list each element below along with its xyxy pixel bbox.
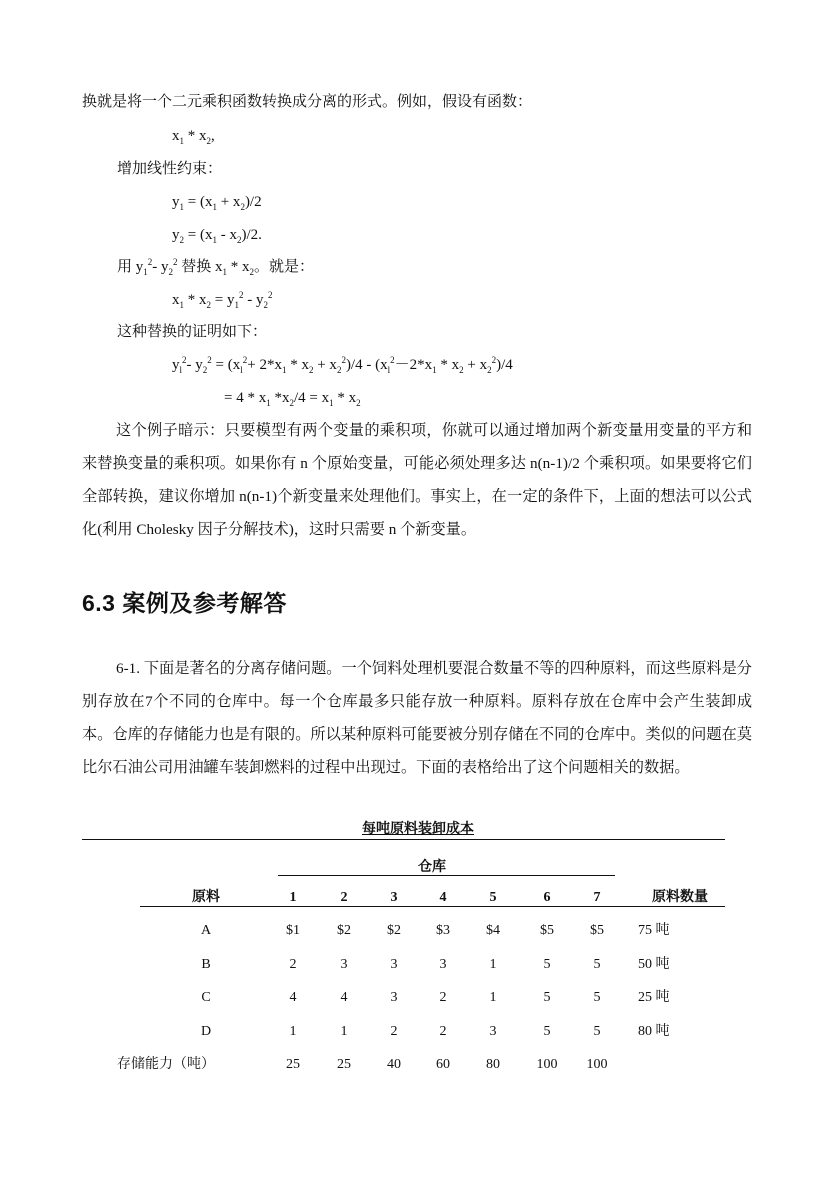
y1-definition: $y_1 = (x_1 + x_2)/2$	[172, 194, 262, 212]
proof-line-2: = $4 * x_1$ $*x_2/4 = x_1 * x_2$	[224, 390, 361, 408]
table-cell: 5	[543, 990, 551, 1005]
col-header-warehouse: 6	[543, 890, 551, 905]
paragraph-2: 6-1. 下面是著名的分离存储问题。一个饲料处理机要混合数量不等的四种原料，而这些原料是分别存放在7个不同的仓库中。每一个仓库最多只能存放一种原料。原料存放在仓库中会产生装卸成本。仓库的存储能力也是有限的。所以某种原料可能要被分别存储在不同的仓库中。类似的问题在莫比尔石油公司用油罐车装卸燃料的过程中出现过。下面的表格给出了这个问题相关的数据。	[82, 660, 752, 776]
col-header-warehouse: 2	[340, 890, 348, 905]
table-title: 每吨原料装卸成本	[362, 820, 474, 836]
table-cell: 1	[489, 956, 497, 972]
col-header-warehouse: 7	[593, 890, 601, 905]
table-cell: 5	[593, 1023, 601, 1039]
capacity-cell: 80	[486, 1057, 500, 1072]
table-cell: 1	[289, 1023, 297, 1039]
table-cell: $4	[486, 923, 500, 938]
capacity-cell: 25	[337, 1057, 351, 1072]
row-quantity: 75 吨	[638, 923, 670, 938]
table-cell: 3	[340, 956, 348, 972]
table-cell: 5	[593, 990, 601, 1005]
table-cell: $2	[387, 923, 401, 938]
paragraph-1: 这个例子暗示：只要模型有两个变量的乘积项，你就可以通过增加两个新变量用变量的平方和来替换变量的乘积项。如果你有 n 个原始变量，可能必须处理多达 n(n-1)/2 个乘积项。如果要将它们全部转换，建议你增加 n(n-1)个新变量来处理他们。事实上，在一定的条件下，上面的想法可以公式化(利用 Cholesky 因子分解技术)，这时只需要 n 个新变量。	[82, 422, 752, 538]
row-quantity: 50 吨	[638, 956, 670, 972]
header-rule	[140, 906, 725, 907]
table-top-rule	[82, 839, 725, 840]
table-cell: 5	[543, 956, 551, 972]
capacity-cell: 25	[286, 1057, 300, 1072]
capacity-label: 存储能力（吨）	[117, 1057, 215, 1072]
col-header-warehouse: 4	[439, 890, 447, 905]
identity-equation: $x_1 * x_2 = y_1^2 - y_2^2$	[172, 290, 273, 310]
col-header-material: 原料	[192, 890, 220, 905]
section-heading: 6.3 案例及参考解答	[82, 590, 287, 616]
col-header-quantity: 原料数量	[652, 890, 708, 905]
intro-line: 换就是将一个二元乘积函数转换成分离的形式。例如，假设有函数：	[82, 94, 533, 110]
table-cell: 5	[543, 1023, 551, 1039]
capacity-cell: 100	[536, 1057, 558, 1072]
table-cell: $3	[436, 923, 450, 938]
warehouse-header: 仓库	[418, 858, 446, 874]
table-cell: 2	[439, 1023, 447, 1039]
table-cell: 2	[439, 990, 447, 1005]
col-header-warehouse: 1	[289, 890, 297, 905]
row-material: B	[201, 956, 211, 972]
row-material: D	[200, 1023, 212, 1039]
table-cell: 4	[340, 990, 348, 1005]
table-cell: $5	[540, 923, 554, 938]
table-cell: 1	[340, 1023, 348, 1039]
y2-definition: $y_2 = (x_1 - x_2)/2$.	[172, 227, 262, 245]
warehouse-rule	[278, 875, 615, 876]
product-expression: $x_1 * x_2$,	[172, 128, 215, 146]
table-cell: 3	[489, 1023, 497, 1039]
table-cell: 1	[489, 990, 497, 1005]
table-cell: 2	[289, 956, 297, 972]
row-material: A	[200, 923, 212, 938]
capacity-cell: 60	[436, 1057, 450, 1072]
proof-line-1: $y_l^2-$ $y_2^2 = (x_l^2+ 2*x_1 * x_2 + x_2^2)/4 - (x_l^2-2*x_1 * x_2 + x_2^2)/4$	[172, 355, 513, 375]
table-cell: 2	[390, 1023, 398, 1039]
table-cell: 5	[593, 956, 601, 972]
replace-line: 用 $y_1^2-$ $y_2^2$ 替换 $x_1 * x_2$。就是：	[117, 257, 315, 277]
table-cell: 3	[439, 956, 447, 972]
table-cell: $5	[590, 923, 604, 938]
capacity-cell: 40	[387, 1057, 401, 1072]
constraint-label: 增加线性约束：	[117, 161, 223, 177]
row-quantity: 25 吨	[638, 990, 670, 1005]
table-cell: 4	[289, 990, 297, 1005]
table-cell: $2	[337, 923, 351, 938]
row-quantity: 80 吨	[638, 1023, 670, 1039]
table-cell: 3	[390, 990, 398, 1005]
capacity-cell: 100	[586, 1057, 608, 1072]
col-header-warehouse: 3	[390, 890, 398, 905]
col-header-warehouse: 5	[489, 890, 497, 905]
row-material: C	[201, 990, 211, 1005]
proof-label: 这种替换的证明如下：	[117, 324, 268, 340]
table-cell: 3	[390, 956, 398, 972]
table-cell: $1	[286, 923, 300, 938]
